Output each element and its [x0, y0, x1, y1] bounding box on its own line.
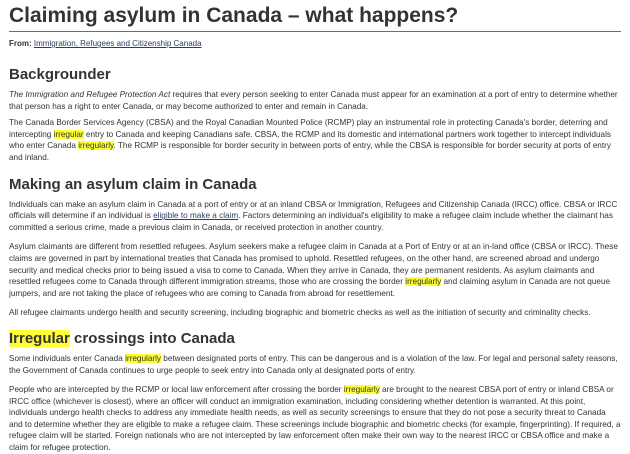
- section-heading-backgrounder: Backgrounder: [9, 66, 111, 83]
- paragraph-text: Individuals can make an asylum claim in Canada at a port of entry or at an inland CBSA or Immigration, Refugees and Citizenship Canada (IRCC) office. CBSA or IRCC officials will determine if an individual is: [9, 199, 618, 221]
- paragraph-text: . Factors determining an individual's eligibility to make a refugee claim include whether the claimant has committed a serious crime, made a previous claim in Canada, or received protection in another country.: [9, 211, 613, 232]
- highlighted-term: irregularly: [343, 385, 380, 395]
- paragraph-act: [9, 89, 621, 112]
- paragraph-text: The Canada Border Services Agency (CBSA) and the Royal Canadian Mounted Police (RCMP) play an instrumental role in protecting Canada's border, deterring and intercepting: [9, 118, 608, 139]
- page-title: Claiming asylum in Canada – what happens?: [9, 4, 621, 32]
- heading-text: crossings into Canada: [69, 329, 235, 347]
- paragraph-text: and claiming asylum in Canada are not queue jumpers, and are not taking the place of refugees who are coming to Canada from abroad for resettlement.: [9, 277, 611, 298]
- highlighted-term: irregular: [53, 129, 84, 139]
- paragraph-screening: All refugee claimants undergo health and security screening, including biographic and biometric checks as well as the initiation of security and criminality checks.: [9, 308, 591, 318]
- paragraph-text: Some individuals enter Canada: [9, 353, 126, 363]
- paragraph-claimants: [9, 241, 621, 299]
- paragraph-agencies: [9, 117, 621, 163]
- department-link[interactable]: Immigration, Refugees and Citizenship Canada: [33, 39, 202, 48]
- paragraph-text: People who are intercepted by the RCMP or local law enforcement after crossing the border: [9, 385, 344, 395]
- paragraph-text: are brought to the nearest CBSA port of entry or inland CBSA or IRCC office (whichever is closest), where an officer will conduct an immigration examination, including considering whether detention is warranted. At this point, individuals undergo health checks to address any immediate health needs, as well as security screenings to ensure that they do not pose a security threat to Canada and to determine whether they are eligible to make a refugee claim. These screenings include biographic and biometric checks (for example, fingerprinting). If required, a refugee claim will be started. Foreign nationals who are not intercepted by law enforcement often make their own way to the nearest IRCC or CBSA office and make a claim for refugee protection.: [9, 385, 621, 453]
- highlighted-term: irregularly: [78, 141, 114, 151]
- paragraph-text: between designated ports of entry. This can be dangerous and is a violation of the law. For legal and personal safety reasons, the Government of Canada continues to urge people to seek entry into Canada only at designated ports of entry.: [9, 353, 618, 375]
- paragraph-text: Asylum claimants are different from resettled refugees. Asylum seekers make a refugee claim in Canada at a Port of Entry or at an in-land office (CBSA or IRCC). These claims are governed in part by international treaties that Canada has promised to uphold. Resettled refugees, on the other hand, are screened abroad and undergo security and medical checks prior to being issued a visa to come to Canada. When they arrive in Canada, they are permanent residents. As asylum claimants and resettled refugees come to Canada through different immigration streams, those who are crossing the border: [9, 242, 618, 287]
- eligibility-link[interactable]: eligible to make a claim: [153, 211, 239, 221]
- section-heading-irregular: [9, 330, 621, 348]
- act-title: The Immigration and Refugee Protection Act: [9, 90, 171, 99]
- byline: [9, 39, 621, 49]
- paragraph-text: . The RCMP is responsible for border security in between ports of entry, while the CBSA is responsible for border security at ports of entry and inland.: [9, 141, 611, 162]
- highlighted-term: irregularly: [125, 353, 162, 363]
- highlighted-term: irregularly: [405, 277, 442, 287]
- paragraph-irregular-entry: [9, 353, 621, 376]
- paragraph-text: requires that every person seeking to enter Canada must appear for an examination at a port of entry to determine whether that person has a right to enter Canada, or may become authorized to enter and remain in Canada.: [9, 90, 618, 111]
- paragraph-text: entry to Canada and keeping Canadians safe. CBSA, the RCMP and its domestic and international partners work together to intercept individuals who enter Canada: [9, 129, 611, 151]
- from-label: From:: [9, 39, 32, 48]
- paragraph-interception: [9, 384, 621, 454]
- section-heading-making-claim: Making an asylum claim in Canada: [9, 175, 257, 193]
- paragraph-eligibility: [9, 199, 621, 234]
- highlighted-term: Irregular: [9, 329, 70, 347]
